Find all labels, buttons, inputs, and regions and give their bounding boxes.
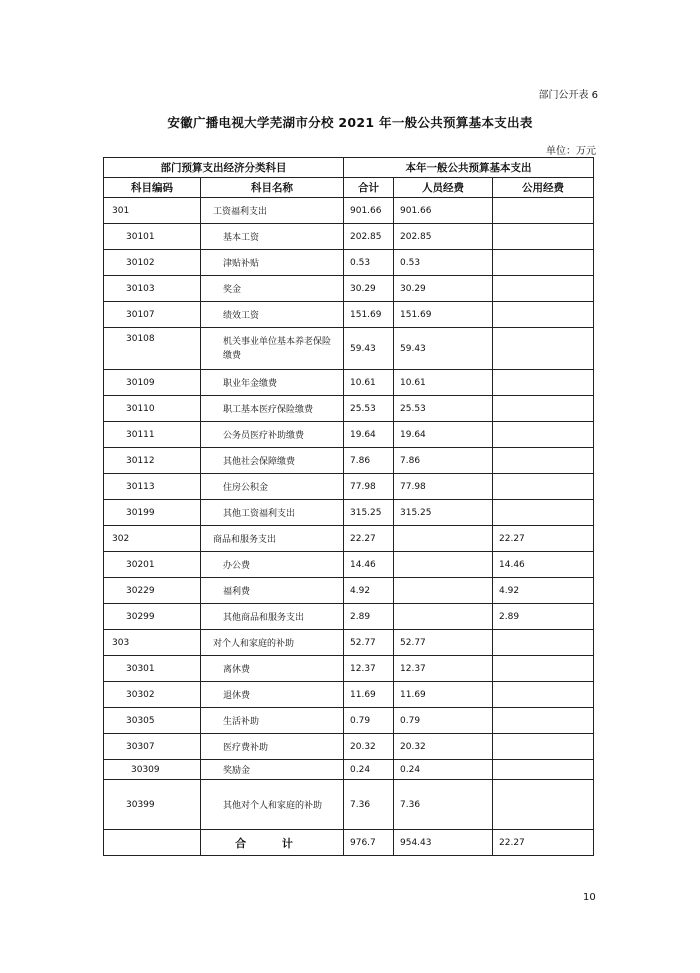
cell-total: 20.32 [344,734,394,760]
cell-public [493,396,594,422]
group-header-left: 部门预算支出经济分类科目 [104,158,344,178]
cell-name: 绩效工资 [201,302,344,328]
table-row [104,682,594,708]
cell-personnel: 901.66 [394,198,493,224]
cell-code: 30108 [104,328,201,370]
cell-total: 7.86 [344,448,394,474]
table-row [104,578,594,604]
table-row [104,526,594,552]
cell-total: 901.66 [344,198,394,224]
cell-public [493,422,594,448]
cell-name: 职业年金缴费 [201,370,344,396]
total-personnel: 954.43 [394,830,493,856]
cell-total: 52.77 [344,630,394,656]
cell-total: 11.69 [344,682,394,708]
cell-personnel: 7.36 [394,780,493,830]
table-row [104,734,594,760]
cell-public: 4.92 [493,578,594,604]
cell-code: 30103 [104,276,201,302]
total-sum: 976.7 [344,830,394,856]
cell-name: 其他商品和服务支出 [201,604,344,630]
unit-label: 单位：万元 [546,146,596,157]
col-header-name: 科目名称 [201,178,344,198]
cell-public [493,760,594,780]
col-header-public: 公用经费 [493,178,594,198]
cell-total: 0.24 [344,760,394,780]
cell-personnel [394,526,493,552]
cell-personnel: 10.61 [394,370,493,396]
cell-total: 19.64 [344,422,394,448]
cell-total: 59.43 [344,328,394,370]
cell-total: 7.36 [344,780,394,830]
cell-name: 对个人和家庭的补助 [201,630,344,656]
table-row [104,448,594,474]
cell-code: 30309 [104,760,201,780]
cell-public [493,198,594,224]
table-row [104,604,594,630]
cell-personnel [394,578,493,604]
cell-code: 30302 [104,682,201,708]
cell-name: 机关事业单位基本养老保险缴费 [201,328,344,370]
cell-public [493,656,594,682]
cell-name: 其他工资福利支出 [201,500,344,526]
cell-personnel: 315.25 [394,500,493,526]
cell-name: 奖励金 [201,760,344,780]
cell-code: 30229 [104,578,201,604]
total-row [104,830,594,856]
cell-code: 302 [104,526,201,552]
cell-name: 离休费 [201,656,344,682]
cell-personnel: 25.53 [394,396,493,422]
cell-personnel: 0.24 [394,760,493,780]
cell-personnel: 7.86 [394,448,493,474]
cell-name: 公务员医疗补助缴费 [201,422,344,448]
cell-name: 住房公积金 [201,474,344,500]
cell-code: 30305 [104,708,201,734]
cell-public: 14.46 [493,552,594,578]
total-empty-cell [104,830,201,856]
cell-public: 22.27 [493,526,594,552]
cell-total: 2.89 [344,604,394,630]
cell-name: 办公费 [201,552,344,578]
form-number: 部门公开表 6 [538,90,598,101]
cell-code: 30301 [104,656,201,682]
cell-personnel: 52.77 [394,630,493,656]
cell-public [493,500,594,526]
cell-personnel: 151.69 [394,302,493,328]
cell-public [493,276,594,302]
col-header-code: 科目编码 [104,178,201,198]
cell-total: 77.98 [344,474,394,500]
cell-name: 津贴补贴 [201,250,344,276]
cell-code: 30299 [104,604,201,630]
budget-table [103,157,594,856]
col-header-personnel: 人员经费 [394,178,493,198]
cell-code: 30101 [104,224,201,250]
cell-public [493,328,594,370]
cell-public [493,474,594,500]
cell-name: 工资福利支出 [201,198,344,224]
table-row [104,224,594,250]
cell-public [493,370,594,396]
cell-total: 14.46 [344,552,394,578]
cell-personnel [394,552,493,578]
cell-code: 30307 [104,734,201,760]
cell-name: 商品和服务支出 [201,526,344,552]
cell-code: 30107 [104,302,201,328]
cell-total: 12.37 [344,656,394,682]
page-number: 10 [583,892,596,903]
col-header-total: 合计 [344,178,394,198]
table-row [104,302,594,328]
table-row [104,780,594,830]
cell-public [493,734,594,760]
table-row [104,656,594,682]
table-row [104,328,594,370]
cell-name: 福利费 [201,578,344,604]
total-public: 22.27 [493,830,594,856]
cell-name: 医疗费补助 [201,734,344,760]
cell-public [493,224,594,250]
cell-name: 职工基本医疗保险缴费 [201,396,344,422]
group-header-right: 本年一般公共预算基本支出 [344,158,594,178]
cell-total: 25.53 [344,396,394,422]
cell-personnel: 202.85 [394,224,493,250]
table-row [104,630,594,656]
cell-public [493,250,594,276]
table-row [104,370,594,396]
cell-name: 基本工资 [201,224,344,250]
cell-total: 202.85 [344,224,394,250]
page-title: 安徽广播电视大学芜湖市分校 2021 年一般公共预算基本支出表 [167,115,533,130]
table-row [104,198,594,224]
cell-code: 30102 [104,250,201,276]
cell-code: 30109 [104,370,201,396]
table-row [104,250,594,276]
cell-name: 其他对个人和家庭的补助 [201,780,344,830]
cell-personnel: 30.29 [394,276,493,302]
cell-total: 0.79 [344,708,394,734]
table-row [104,276,594,302]
cell-personnel [394,604,493,630]
table-row [104,500,594,526]
cell-code: 30399 [104,780,201,830]
cell-personnel: 77.98 [394,474,493,500]
cell-personnel: 59.43 [394,328,493,370]
cell-total: 10.61 [344,370,394,396]
cell-code: 301 [104,198,201,224]
cell-public [493,448,594,474]
cell-code: 30112 [104,448,201,474]
cell-public [493,682,594,708]
cell-personnel: 19.64 [394,422,493,448]
cell-personnel: 0.79 [394,708,493,734]
cell-code: 303 [104,630,201,656]
cell-total: 30.29 [344,276,394,302]
cell-public [493,780,594,830]
cell-code: 30111 [104,422,201,448]
cell-total: 4.92 [344,578,394,604]
table-row [104,396,594,422]
cell-code: 30201 [104,552,201,578]
cell-name: 奖金 [201,276,344,302]
cell-total: 315.25 [344,500,394,526]
cell-personnel: 0.53 [394,250,493,276]
table-row [104,552,594,578]
cell-code: 30113 [104,474,201,500]
table-row [104,422,594,448]
cell-public: 2.89 [493,604,594,630]
cell-total: 22.27 [344,526,394,552]
cell-personnel: 12.37 [394,656,493,682]
cell-name: 其他社会保障缴费 [201,448,344,474]
cell-public [493,302,594,328]
cell-personnel: 11.69 [394,682,493,708]
cell-total: 0.53 [344,250,394,276]
table-row [104,474,594,500]
table-row [104,708,594,734]
total-label: 合 计 [201,830,344,856]
cell-public [493,630,594,656]
table-row [104,760,594,780]
cell-total: 151.69 [344,302,394,328]
cell-public [493,708,594,734]
cell-code: 30110 [104,396,201,422]
cell-personnel: 20.32 [394,734,493,760]
cell-name: 退休费 [201,682,344,708]
cell-name: 生活补助 [201,708,344,734]
cell-code: 30199 [104,500,201,526]
